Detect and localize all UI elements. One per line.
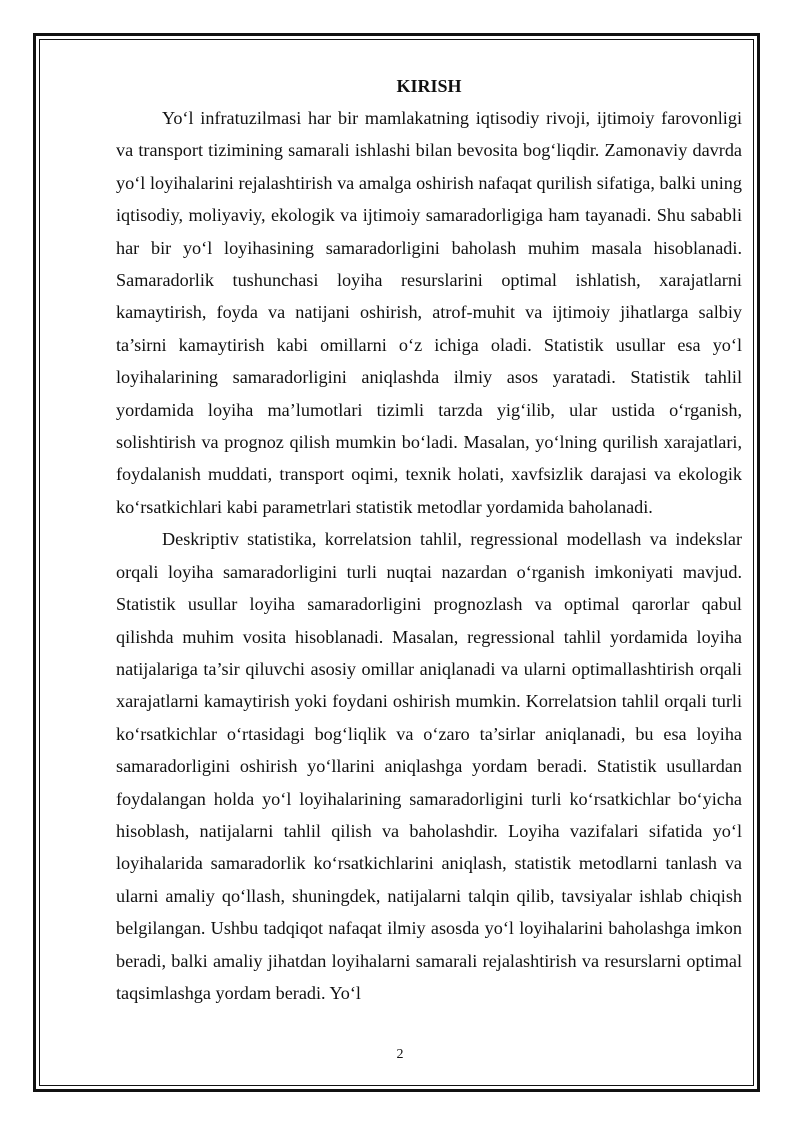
page-number: 2 — [396, 1047, 404, 1062]
paragraph-2: Deskriptiv statistika, korrelatsion tahlil, regressional modellash va indekslar orqali loyiha samaradorligini turli nuqtai nazardan o‘rganish imkoniyati mavjud. Statistik usullar loyiha samaradorligini prognozlash va optimal qarorlar qabul qilishda muhim vosita hisoblanadi. Masalan, regressional tahlil yordamida loyiha natijalariga ta’sir qiluvchi asosiy omillar aniqlanadi va ularni optimallashtirish orqali xarajatlarni kamaytirish yoki foydani oshirish mumkin. Korrelatsion tahlil orqali turli ko‘rsatkichlar o‘rtasidagi bog‘liqlik va o‘zaro ta’sirlar aniqlanadi, bu esa loyiha samaradorligini oshirish yo‘llarini aniqlashga yordam beradi. Statistik usullardan foydalangan holda yo‘l loyihalarining samaradorligini turli ko‘rsatkichlar bo‘yicha hisoblash, natijalarni tahlil qilish va baholashdir. Loyiha vazifalari sifatida yo‘l loyihalarida samaradorlik ko‘rsatkichlarini aniqlash, statistik metodlarni tanlash va ularni amaliy qo‘llash, shuningdek, natijalarni talqin qilib, tavsiyalar ishlab chiqish belgilangan. Ushbu tadqiqot nafaqat ilmiy asosda yo‘l loyihalarini baholashga imkon beradi, balki amaliy jihatdan loyihalarni samarali rejalashtirish va resurslarni optimal taqsimlashga yordam beradi. Yo‘l — [116, 529, 742, 1003]
paragraph-1: Yo‘l infratuzilmasi har bir mamlakatning iqtisodiy rivoji, ijtimoiy farovonligi va transport tizimining samarali ishlashi bilan bevosita bog‘liqdir. Zamonaviy davrda yo‘l loyihalarini rejalashtirish va amalga oshirish nafaqat qurilish sifatiga, balki uning iqtisodiy, moliyaviy, ekologik va ijtimoiy samaradorligiga ham tayanadi. Shu sababli har bir yo‘l loyihasining samaradorligini baholash muhim masala hisoblanadi. Samaradorlik tushunchasi loyiha resurslarini optimal ishlatish, xarajatlarni kamaytirish, foyda va natijani oshirish, atrof-muhit va ijtimoiy jihatlarga salbiy ta’sirni kamaytirish kabi omillarni o‘z ichiga oladi. Statistik usullar esa yo‘l loyihalarining samaradorligini aniqlashda ilmiy asos yaratadi. Statistik tahlil yordamida loyiha ma’lumotlari tizimli tarzda yig‘ilib, ular ustida o‘rganish, solishtirish va prognoz qilish mumkin bo‘ladi. Masalan, yo‘lning qurilish xarajatlari, foydalanish muddati, transport oqimi, texnik holati, xavfsizlik darajasi va ekologik ko‘rsatkichlari kabi parametrlari statistik metodlar yordamida baholanadi. — [116, 108, 742, 517]
section-title: KIRISH — [396, 76, 462, 96]
document-body — [116, 74, 742, 1009]
